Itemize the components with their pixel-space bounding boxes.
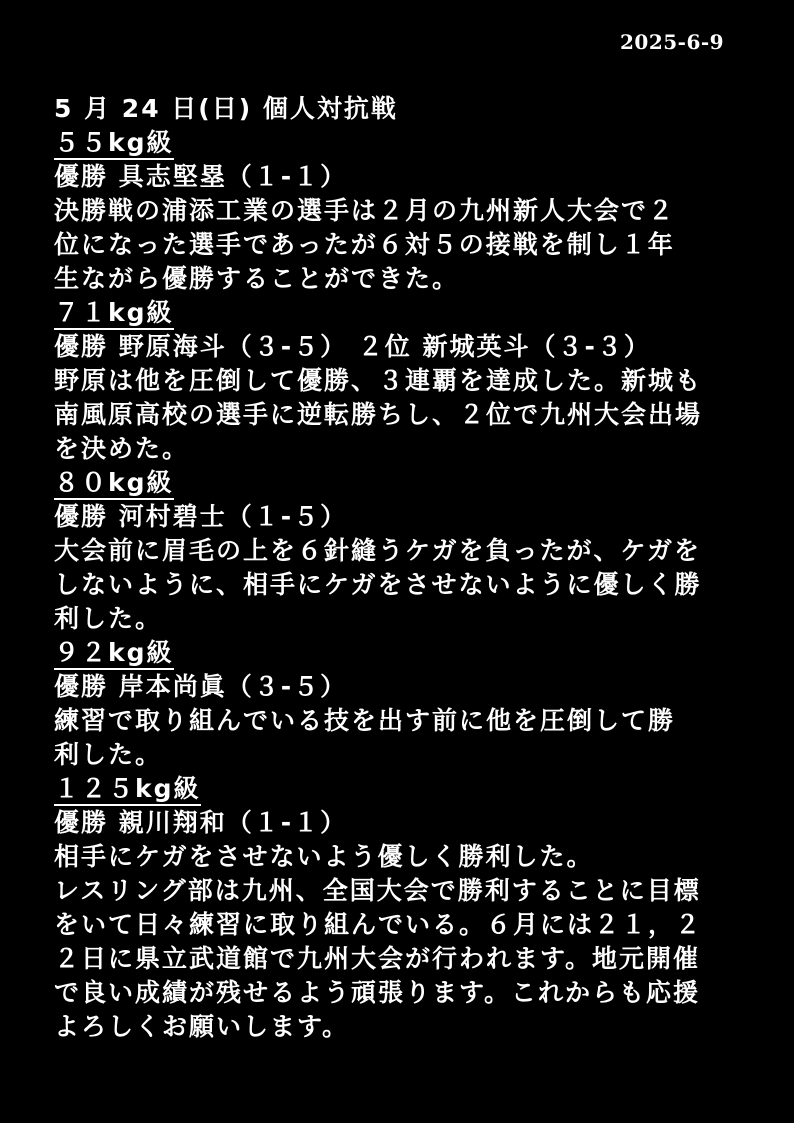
weight-class-heading [54,126,754,160]
result-line: 優勝 親川翔和（１-１） [54,808,348,837]
event-header: 5 月 24 日(日) 個人対抗戦 [54,94,398,123]
paragraph-line: 位になった選手であったが６対５の接戦を制し１年 [54,230,675,259]
closing-line: よろしくお願いします。 [54,1012,350,1041]
closing-line: ２日に県立武道館で九州大会が行われます。地元開催 [54,944,701,973]
paragraph-line: 利した。 [54,604,163,633]
weight-class-heading [54,296,754,330]
paragraph-line: 生ながら優勝することができた。 [54,264,460,293]
weight-class-label: ７１kg級 [54,298,174,330]
closing-line: レスリング部は九州、全国大会で勝利することに目標 [54,876,701,905]
paragraph-line: 南風原高校の選手に逆転勝ちし、２位で九州大会出場 [54,400,703,429]
paragraph-line: を決めた。 [54,434,190,463]
paragraph-line: 利した。 [54,740,163,769]
weight-class-label: ８０kg級 [54,468,174,500]
article-body [54,92,754,1044]
document-date: 2025-6-9 [620,30,725,54]
closing-line: で良い成績が残せるよう頑張ります。これからも応援 [54,978,701,1007]
weight-class-label: ９２kg級 [54,638,174,670]
result-line: 優勝 具志堅塁（１-１） [54,162,348,191]
paragraph-line: 大会前に眉毛の上を６針縫うケガを負ったが、ケガを [54,536,702,565]
weight-class-heading [54,466,754,500]
result-line: 優勝 河村碧士（１-５） [54,502,348,531]
paragraph-line: しないように、相手にケガをさせないように優しく勝 [54,570,702,599]
paragraph-line: 練習で取り組んでいる技を出す前に他を圧倒して勝 [54,706,676,735]
paragraph-line: 決勝戦の浦添工業の選手は２月の九州新人大会で２ [54,196,676,225]
weight-class-heading [54,772,754,806]
paragraph-line: 相手にケガをさせないよう優しく勝利した。 [54,842,594,871]
weight-class-heading [54,636,754,670]
weight-class-label: ５５kg級 [54,128,174,160]
closing-line: をいて日々練習に取り組んでいる。６月には２１，２ [54,910,703,939]
paragraph-line: 野原は他を圧倒して優勝、３連覇を達成した。新城も [54,366,703,395]
result-line: 優勝 岸本尚眞（３-５） [54,672,348,701]
weight-class-label: １２５kg級 [54,774,201,806]
result-line: 優勝 野原海斗（３-５） ２位 新城英斗（３-３） [54,332,651,361]
